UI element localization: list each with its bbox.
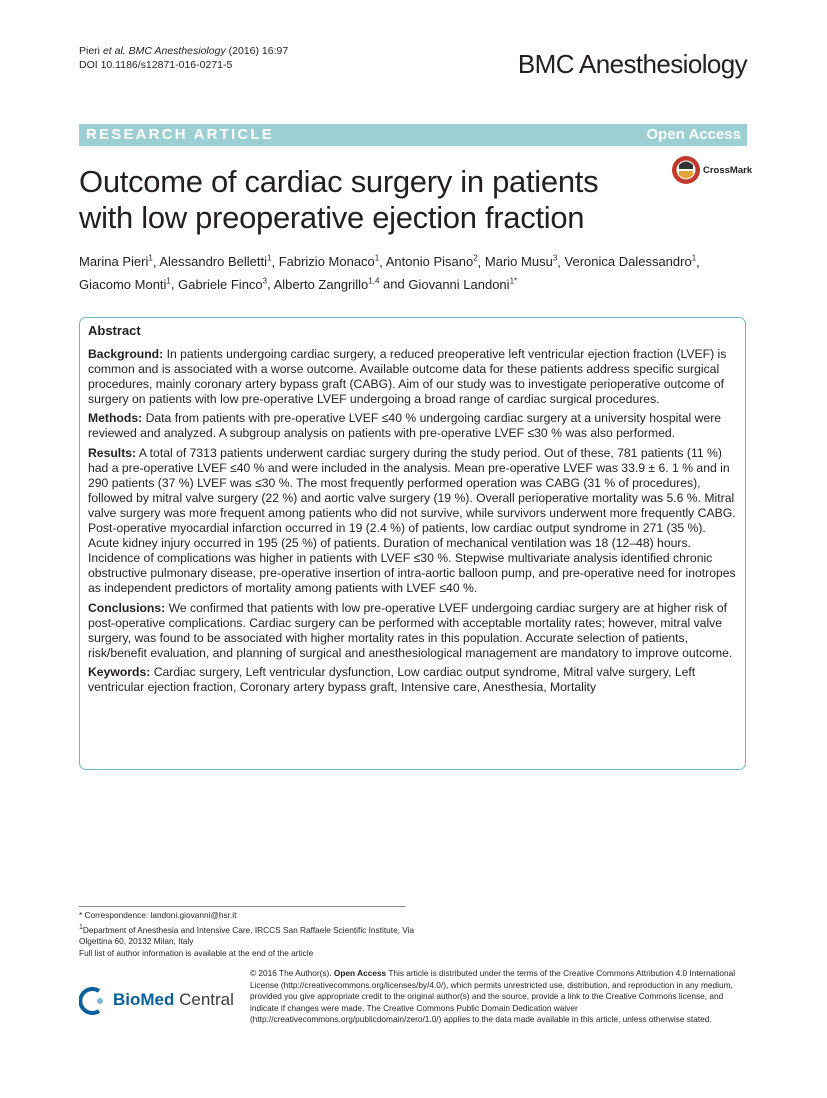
- biomed-central-wordmark: BioMed Central: [113, 990, 234, 1009]
- abstract-keywords: Keywords: Cardiac surgery, Left ventricular dysfunction, Low cardiac output syndrome, Mitral valve surgery, Left ventricular ejection fraction, Coronary artery bypass graft, Intensive care, Anesthesia, Mortality: [88, 664, 696, 694]
- correspondence[interactable]: * Correspondence: landoni.giovanni@hsr.it: [79, 910, 237, 920]
- abstract-background: Background: In patients undergoing cardiac surgery, a reduced preoperative left ventricular ejection fraction (LVEF) is common and is associated with a worse outcome. Available outcome data for these patients address specific surgical procedures, mainly coronary artery bypass graft (CABG). Aim of our study was to investigate perioperative outcome of surgery on patients with low pre-operative LVEF undergoing a broad range of cardiac surgical procedures.: [88, 347, 727, 407]
- author[interactable]: Mario Musu$^3$: [484, 254, 558, 270]
- biomed-central-icon: [79, 987, 107, 1015]
- footnotes: [79, 910, 419, 959]
- crossmark-label: CrossMark: [703, 165, 753, 176]
- open-access-label: Open Access: [646, 126, 741, 143]
- citation-year-volume: (2016) 16:97: [225, 45, 289, 57]
- abstract-conclusions: Conclusions: We confirmed that patients with low pre-operative LVEF undergoing cardiac surgery are at higher risk of post-operative complications. Cardiac surgery can be performed with acceptable mortality rates; however, mitral valve surgery, was found to be associated with higher mortality rates in this population. Accurate selection of patients, risk/benefit evaluation, and planning of surgical and anesthesiological management are mandatory to improve outcome.: [88, 600, 733, 660]
- author[interactable]: Giovanni Landoni$^{1*}$: [408, 276, 518, 292]
- license-statement: © 2016 The Author(s). Open Access This article is distributed under the terms of the Creative Commons Attribution 4.0 International License (http://creativecommons.org/licenses/by/4.0/), which permits unrestricted use, distribution, and reproduction in any medium, provided you give appropriate credit to the original author(s) and the source, provide a link to the Creative Commons license, and indicate if changes were made. The Creative Commons Public Domain Dedication waiver (http://creativecommons.org/publicdomain/zero/1.0/) applies to the data made available in this article, unless otherwise stated.: [250, 968, 736, 1025]
- citation-line: [79, 44, 288, 58]
- author[interactable]: Fabrizio Monaco$^1$: [278, 254, 380, 270]
- article-title: Outcome of cardiac surgery in patients with low preoperative ejection fraction: [79, 164, 599, 235]
- citation-authors: Pieri: [79, 45, 103, 57]
- abstract-results: Results: A total of 7313 patients underwent cardiac surgery during the study period. Out of these, 781 patients (11 %) had a pre-operative LVEF ≤40 % and were included in the analysis. Mean pre-operative LVEF was 33.9 ± 6. 1 % and in 290 patients (37 %) LVEF was ≤30 %. The most frequently performed operation was CABG (31 % of procedures), followed by mitral valve surgery (22 %) and aortic valve surgery (19 %). Overall perioperative mortality was 5.6 %. Mitral valve surgery was more frequent among patients who did not survive, while survivors underwent more frequently CABG. Post-operative myocardial infarction occurred in 19 (2.4 %) of patients, low cardiac output syndrome in 271 (35 %). Acute kidney injury occurred in 195 (25 %) of patients. Duration of mechanical ventilation was 18 (12–48) hours. Incidence of complications was higher in patients with LVEF ≤30 %. Stepwise multivariate analysis identified chronic obstructive pulmonary disease, pre-operative insertion of intra-aortic balloon pump, and pre-operative need for inotropes as independent predictors of mortality among patients with LVEF ≤40 %.: [88, 445, 736, 596]
- crossmark-icon: [671, 155, 701, 185]
- full-author-info-note: Full list of author information is available at the end of the article: [79, 947, 314, 958]
- crossmark-badge[interactable]: [671, 155, 757, 187]
- journal-name: BMC Anesthesiology: [517, 49, 747, 79]
- author[interactable]: Alberto Zangrillo$^{1,4}$: [273, 276, 380, 292]
- doi[interactable]: DOI 10.1186/s12871-016-0271-5: [79, 59, 233, 71]
- author[interactable]: Gabriele Finco$^3$: [178, 276, 268, 292]
- author[interactable]: Marina Pieri$^1$: [79, 254, 153, 270]
- author[interactable]: Veronica Dalessandro$^1$: [564, 254, 697, 270]
- biomed-central-logo[interactable]: [79, 987, 239, 1015]
- citation-block: [79, 44, 288, 72]
- author[interactable]: Giacomo Monti$^1$: [79, 276, 171, 292]
- footnote-divider: [79, 906, 405, 907]
- author-list: Marina Pieri$^1$, Alessandro Belletti$^1$, Fabrizio Monaco$^1$, Antonio Pisano$^2$, Mario Musu$^3$, Veronica Dalessandro$^1$, Giacomo Monti$^1$, Gabriele Finco$^3$, Alberto Zangrillo$^{1,4}$ and Giovanni Landoni$^{1*}$: [79, 254, 700, 292]
- citation-journal: et al. BMC Anesthesiology: [102, 45, 226, 57]
- author[interactable]: Alessandro Belletti$^1$: [159, 254, 272, 270]
- article-type-label: RESEARCH ARTICLE: [86, 126, 274, 143]
- authors-and: and: [383, 276, 405, 292]
- abstract-box: [79, 317, 746, 770]
- abstract-heading: Abstract: [88, 323, 141, 338]
- abstract-methods: Methods: Data from patients with pre-operative LVEF ≤40 % undergoing cardiac surgery at a university hospital were reviewed and analyzed. A subgroup analysis on patients with pre-operative LVEF ≤30 % was also performed.: [88, 411, 722, 441]
- author[interactable]: Antonio Pisano$^2$: [385, 254, 478, 270]
- article-type-banner: [79, 124, 747, 146]
- affiliation: $^1$Department of Anesthesia and Intensive Care, IRCCS San Raffaele Scientific Institute, Via Olgettina 60, 20132 Milan, Italy: [79, 923, 415, 946]
